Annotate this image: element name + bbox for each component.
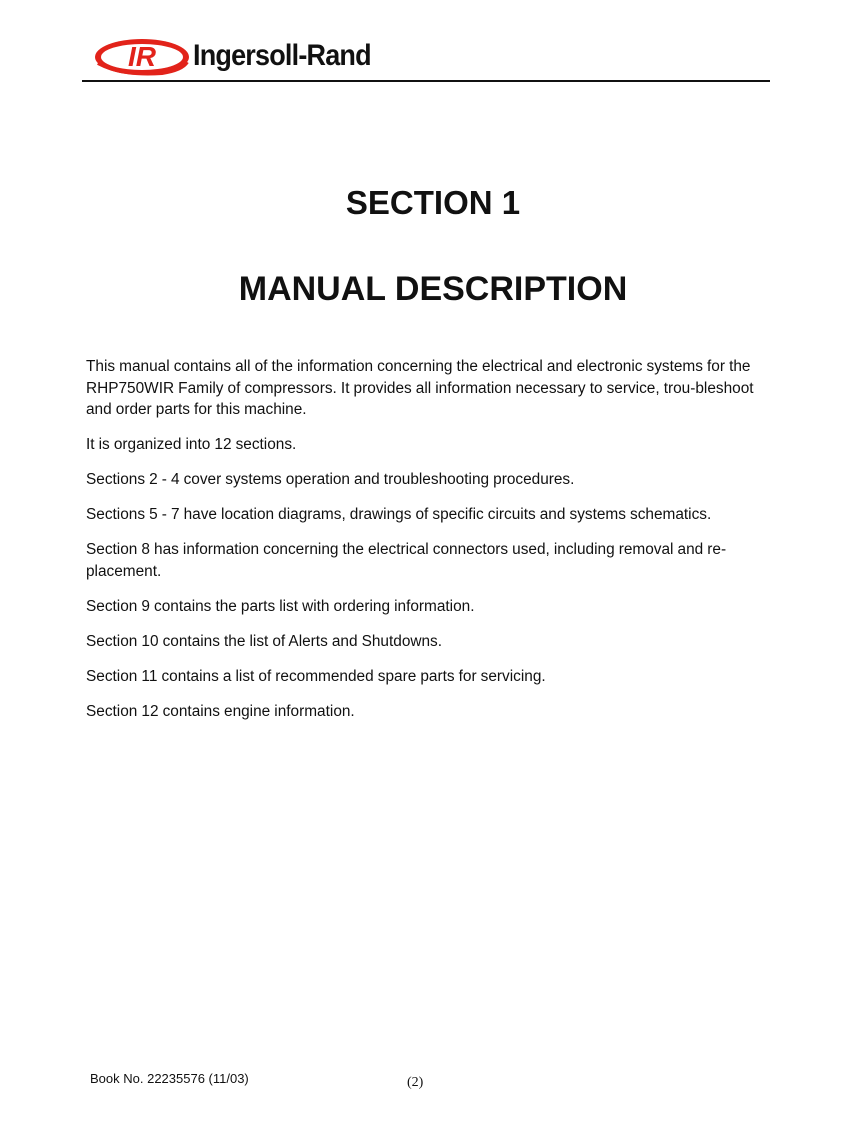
paragraph: Sections 2 - 4 cover systems operation and troubleshooting procedures. xyxy=(86,471,575,488)
header-divider xyxy=(82,80,770,82)
brand-name: Ingersoll-Rand xyxy=(193,39,371,72)
section-subtitle: MANUAL DESCRIPTION xyxy=(238,270,628,308)
paragraph: Sections 5 - 7 have location diagrams, drawings of specific circuits and systems schematics. xyxy=(86,506,712,523)
page-header xyxy=(82,32,770,82)
body-text xyxy=(86,356,780,736)
book-number: Book No. 22235576 (11/03) xyxy=(90,1071,249,1086)
logo-letters: IR xyxy=(128,41,156,72)
paragraph: Section 11 contains a list of recommended spare parts for servicing. xyxy=(86,667,546,685)
paragraph: This manual contains all of the information concerning the electrical and electronic systems for the RHP750WIR Family of compressors. It provides all information necessary to service, trou-bleshoot and order parts for this machine. xyxy=(86,358,754,418)
ingersoll-rand-logo-icon xyxy=(92,36,192,78)
section-title: SECTION 1 xyxy=(345,184,521,221)
paragraph: It is organized into 12 sections. xyxy=(86,436,297,453)
paragraph: Section 10 contains the list of Alerts and Shutdowns. xyxy=(86,632,443,650)
paragraph: Section 9 contains the parts list with ordering information. xyxy=(86,597,475,615)
paragraph: Section 12 contains engine information. xyxy=(86,702,355,720)
paragraph: Section 8 has information concerning the electrical connectors used, including removal and re-placement. xyxy=(86,541,727,580)
page-number: (2) xyxy=(407,1075,424,1090)
